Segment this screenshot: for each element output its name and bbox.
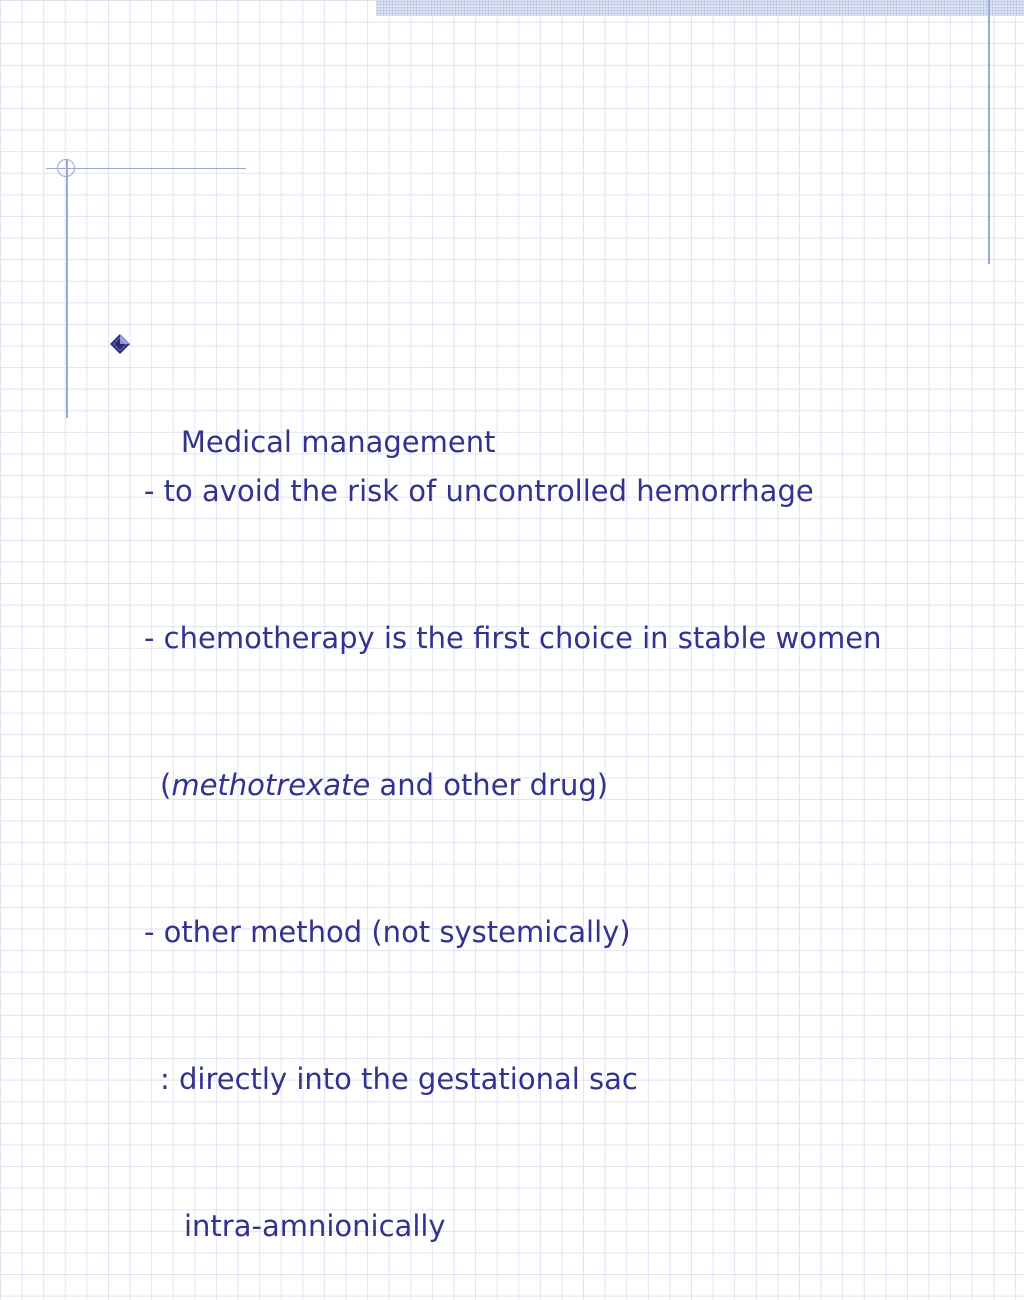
slide-body <box>104 222 984 1300</box>
sub-line-gestational-sac: : directly into the gestational sac <box>160 1062 638 1096</box>
diamond-bullet-icon <box>108 332 132 356</box>
horizontal-rule <box>46 168 246 169</box>
left-vertical-rule <box>66 160 68 418</box>
right-vertical-rule <box>988 0 990 264</box>
bullet-item-medical-management <box>104 320 984 459</box>
sub-line-chemotherapy: - chemotherapy is the first choice in stable women <box>144 621 882 655</box>
sub-line-other-method: - other method (not systemically) <box>144 915 631 949</box>
drug-name: methotrexate <box>171 768 371 802</box>
sub-line-avoid-risk: - to avoid the risk of uncontrolled hemorrhage <box>144 474 814 508</box>
drug-rest: and other drug) <box>370 768 609 802</box>
top-decorative-band <box>376 0 1024 16</box>
slide-heading: Medical management <box>180 425 496 459</box>
ring-ornament-icon <box>57 159 75 177</box>
sub-line-intra-amnionically: intra-amnionically <box>184 1209 446 1243</box>
sub-line-methotrexate <box>104 761 984 810</box>
open-paren: ( <box>160 768 172 802</box>
